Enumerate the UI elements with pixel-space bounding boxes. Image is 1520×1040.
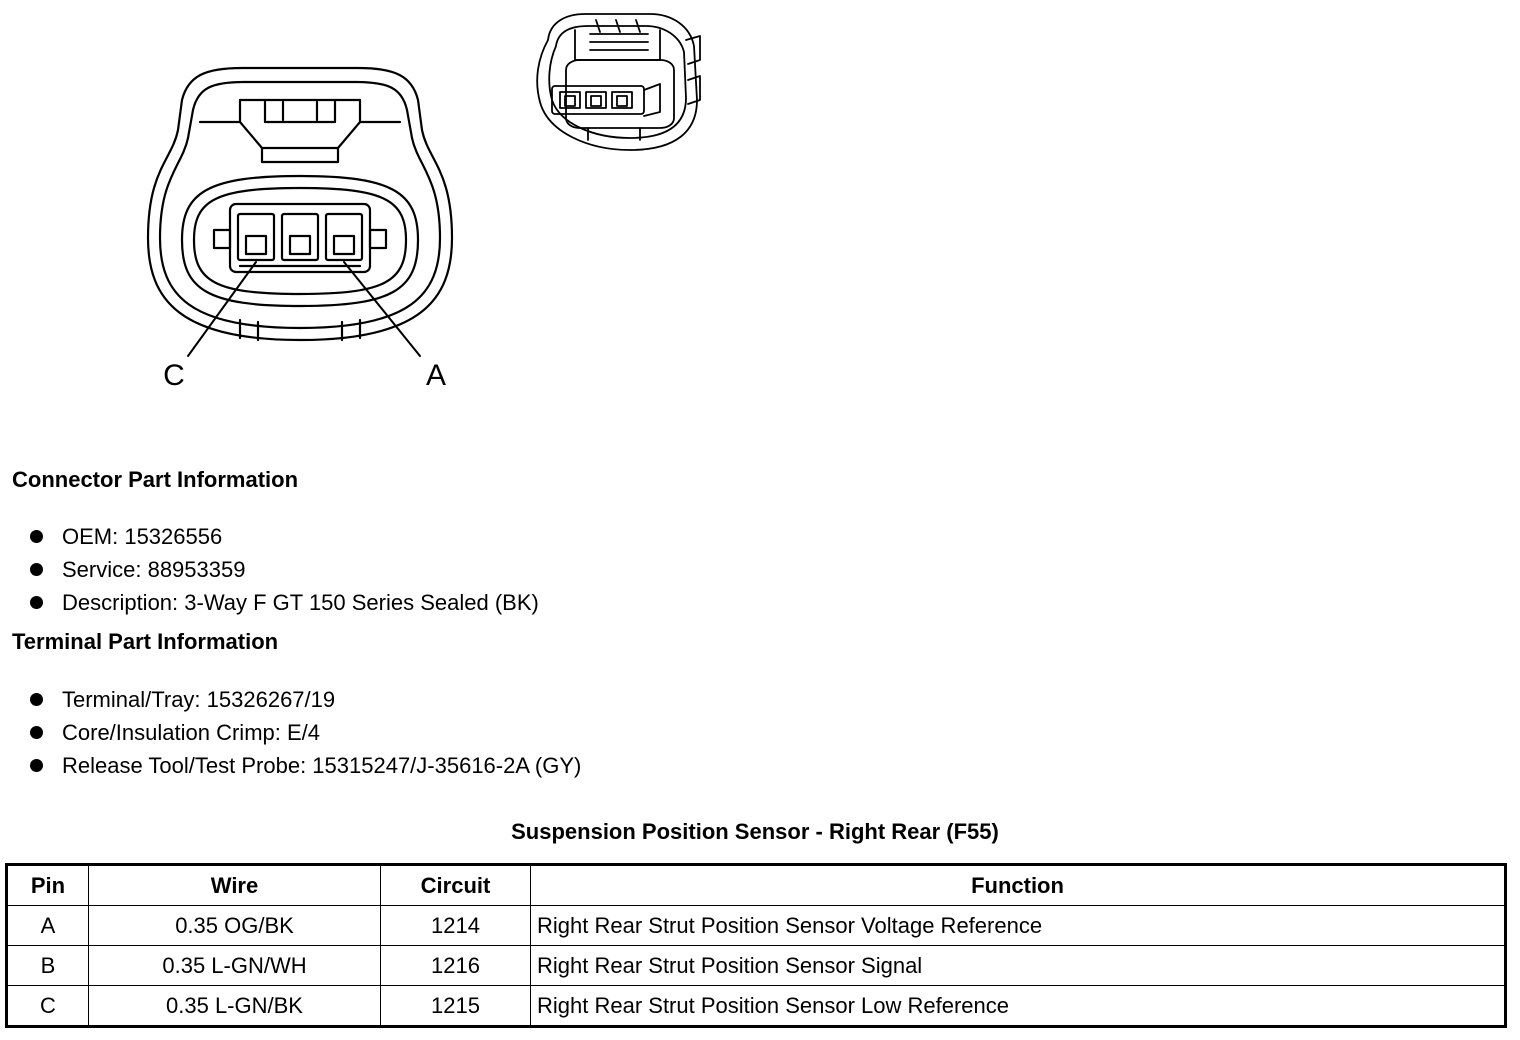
- header-pin: Pin: [7, 865, 89, 906]
- cell-function: Right Rear Strut Position Sensor Voltage Reference: [531, 906, 1506, 946]
- list-item-text: Core/Insulation Crimp: E/4: [62, 720, 320, 745]
- connector-part-info-title: Connector Part Information: [12, 467, 299, 492]
- cell-pin: B: [7, 946, 89, 986]
- label-pin-a: A: [425, 359, 447, 392]
- list-item-text: Release Tool/Test Probe: 15315247/J-35616-2A (GY): [62, 753, 582, 778]
- cell-circuit: 1216: [381, 946, 531, 986]
- bullet-icon: [30, 563, 43, 576]
- terminal-part-info-title: Terminal Part Information: [12, 629, 279, 654]
- cell-function: Right Rear Strut Position Sensor Low Reference: [531, 986, 1506, 1027]
- cell-pin: A: [7, 906, 89, 946]
- table-header-row: [7, 865, 1506, 906]
- bullet-icon: [30, 759, 43, 772]
- terminal-part-info-list: [30, 683, 581, 782]
- connector-diagram: [0, 0, 760, 420]
- pin-table-title: Suspension Position Sensor - Right Rear (F55): [511, 819, 999, 844]
- cell-pin: C: [7, 986, 89, 1027]
- cell-wire: 0.35 OG/BK: [89, 906, 381, 946]
- list-item-text: OEM: 15326556: [62, 524, 223, 549]
- list-item: [30, 683, 581, 716]
- bullet-icon: [30, 726, 43, 739]
- list-item: [30, 520, 539, 553]
- cell-circuit: 1214: [381, 906, 531, 946]
- cell-circuit: 1215: [381, 986, 531, 1027]
- label-pin-c: C: [163, 359, 185, 392]
- table-row: [7, 946, 1506, 986]
- list-item: [30, 553, 539, 586]
- cell-function: Right Rear Strut Position Sensor Signal: [531, 946, 1506, 986]
- connector-iso-view: [537, 14, 700, 150]
- list-item-text: Terminal/Tray: 15326267/19: [62, 687, 336, 712]
- bullet-icon: [30, 693, 43, 706]
- list-item: [30, 586, 539, 619]
- table-row: [7, 906, 1506, 946]
- list-item-text: Description: 3-Way F GT 150 Series Sealed (BK): [62, 590, 539, 615]
- list-item-text: Service: 88953359: [62, 557, 246, 582]
- connector-part-info-list: [30, 520, 539, 619]
- cell-wire: 0.35 L-GN/WH: [89, 946, 381, 986]
- pin-table: [5, 863, 1507, 1028]
- list-item: [30, 749, 581, 782]
- cell-wire: 0.35 L-GN/BK: [89, 986, 381, 1027]
- header-wire: Wire: [89, 865, 381, 906]
- header-function: Function: [531, 865, 1506, 906]
- header-circuit: Circuit: [381, 865, 531, 906]
- list-item: [30, 716, 581, 749]
- table-row: [7, 986, 1506, 1027]
- connector-face-view: [148, 68, 452, 356]
- bullet-icon: [30, 596, 43, 609]
- bullet-icon: [30, 530, 43, 543]
